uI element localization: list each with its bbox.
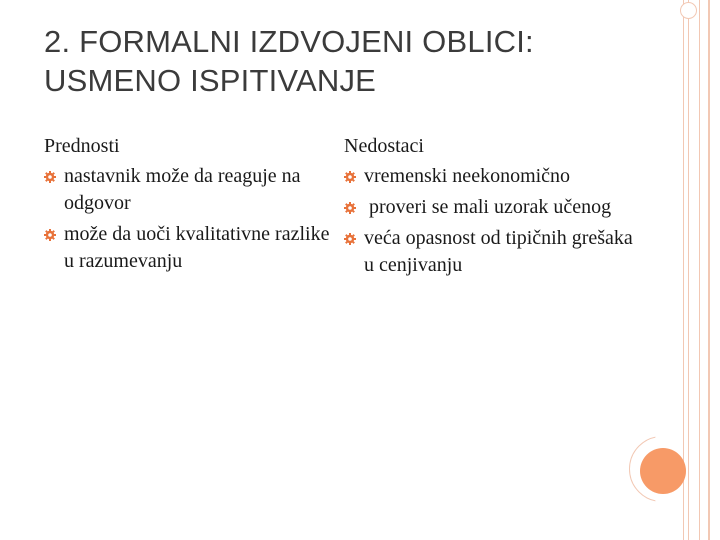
slide-title xyxy=(44,22,644,100)
list-item-text: nastavnik može da reaguje na odgovor xyxy=(64,165,301,214)
list-item-text: vremenski neekonomično xyxy=(364,165,571,187)
decorative-line xyxy=(688,0,689,540)
advantages-column xyxy=(44,133,334,279)
list-item xyxy=(344,194,644,221)
title-line2-main: USMENO xyxy=(44,63,182,98)
decorative-orange-circle xyxy=(640,448,686,494)
list-item-text: veća opasnost od tipičnih grešaka u cenjivanju xyxy=(364,227,633,276)
decorative-line xyxy=(708,0,710,540)
decorative-line xyxy=(699,0,700,540)
title-line1: FORMALNI IZDVOJENI OBLICI: xyxy=(79,24,534,59)
gear-bullet-icon xyxy=(44,229,56,241)
advantages-heading: Prednosti xyxy=(44,135,120,157)
list-item xyxy=(44,221,334,275)
gear-bullet-icon xyxy=(344,233,356,245)
list-item xyxy=(344,163,644,190)
advantages-list xyxy=(44,163,334,275)
gear-bullet-icon xyxy=(344,202,356,214)
gear-bullet-icon xyxy=(44,171,56,183)
gear-bullet-icon xyxy=(344,171,356,183)
disadvantages-heading: Nedostaci xyxy=(344,135,424,157)
decorative-circle xyxy=(680,2,697,19)
list-item-text: proveri se mali uzorak učenog xyxy=(364,196,612,218)
disadvantages-column xyxy=(344,133,644,283)
list-item-text: može da uoči kvalitativne razlike u razumevanju xyxy=(64,223,330,272)
disadvantages-list xyxy=(344,163,644,279)
list-item xyxy=(44,163,334,217)
title-prefix: 2. xyxy=(44,24,80,59)
title-line2-rest: ISPITIVANJE xyxy=(181,63,377,98)
list-item xyxy=(344,225,644,279)
